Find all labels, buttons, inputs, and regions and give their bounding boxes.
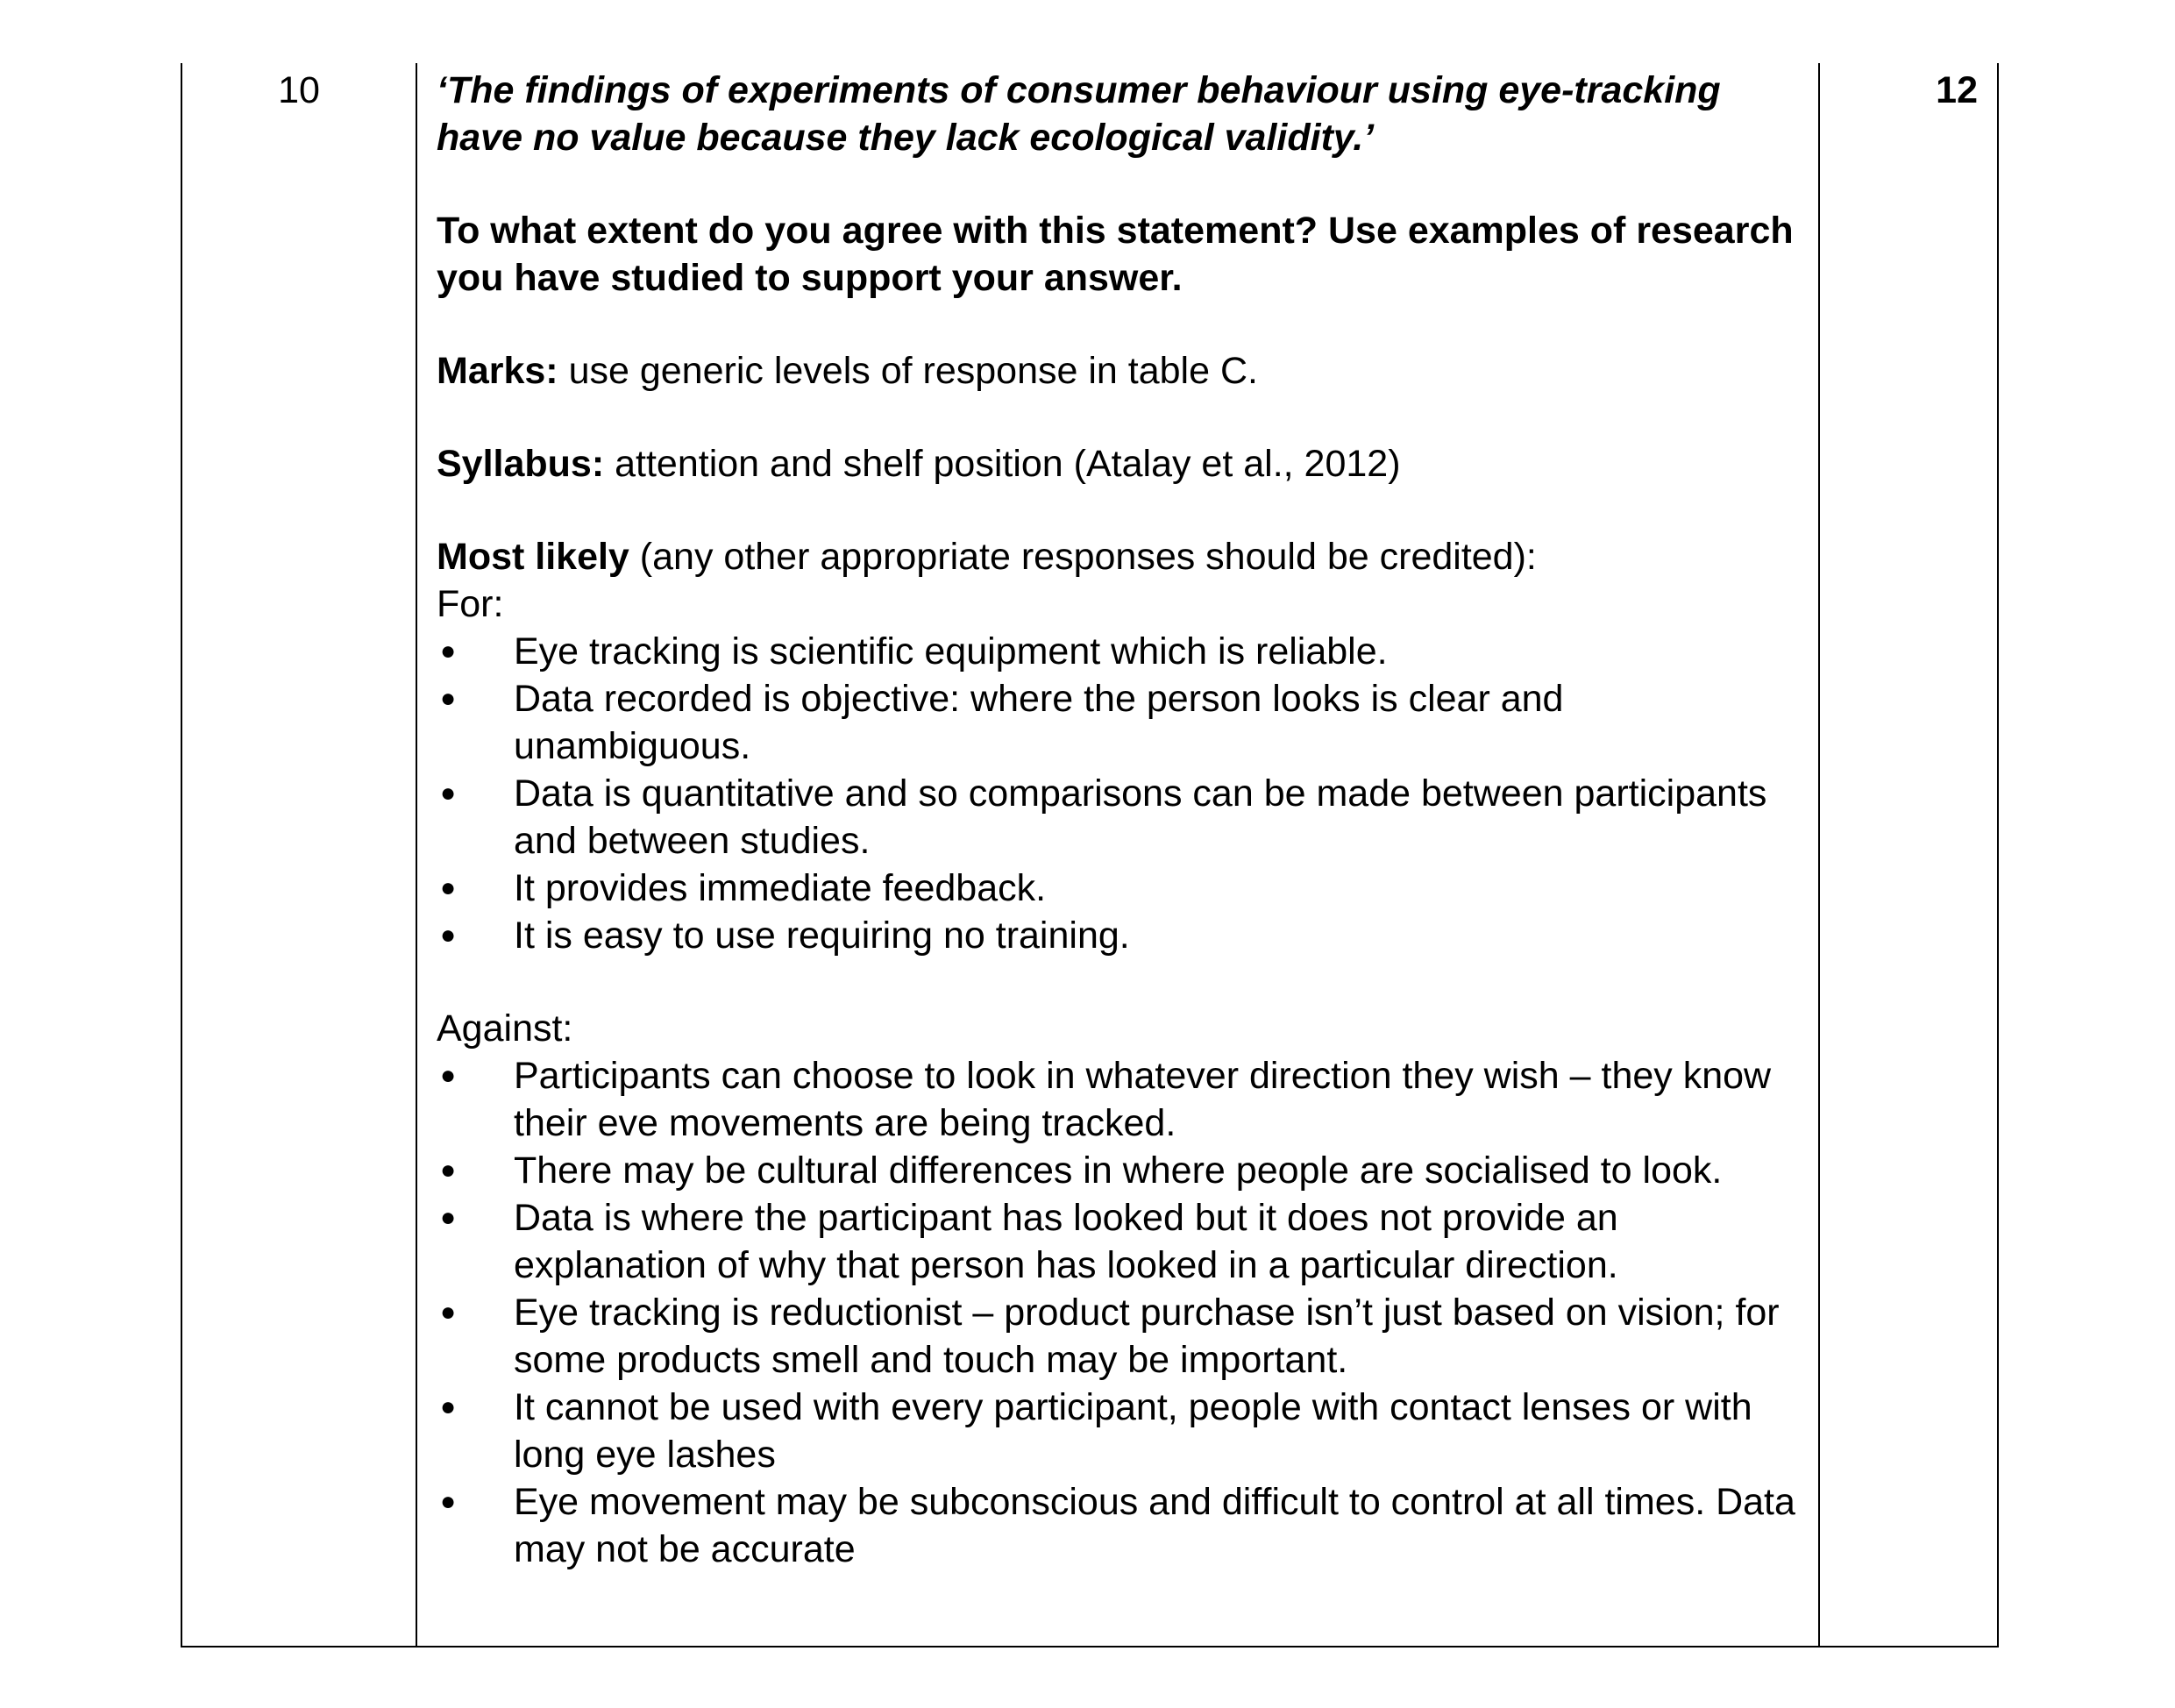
marks-line xyxy=(437,347,1804,395)
list-item xyxy=(437,770,1804,865)
against-heading: Against: xyxy=(437,1007,573,1050)
bullet-icon: ● xyxy=(440,1203,457,1232)
list-item-text: Data recorded is objective: where the person looks is clear and unambiguous. xyxy=(514,678,1564,767)
most-likely-text: (any other appropriate responses should be credited): xyxy=(629,536,1537,578)
question-number: 10 xyxy=(278,69,320,111)
bullet-icon: ● xyxy=(440,1487,457,1516)
list-item xyxy=(437,1194,1804,1289)
list-item xyxy=(437,1289,1804,1384)
list-item-text: Data is quantitative and so comparisons can be made between participants and between studies. xyxy=(514,772,1767,862)
list-item xyxy=(437,865,1804,912)
list-item-text: Eye tracking is reductionist – product purchase isn’t just based on vision; for some products smell and touch may be important. xyxy=(514,1292,1780,1381)
list-item xyxy=(437,1147,1804,1194)
most-likely-line xyxy=(437,533,1804,580)
bullet-icon: ● xyxy=(440,684,457,713)
syllabus-line xyxy=(437,440,1804,487)
list-item xyxy=(437,628,1804,675)
marks-text: use generic levels of response in table C. xyxy=(558,350,1258,392)
against-list xyxy=(437,1052,1804,1573)
list-item-text: Eye tracking is scientific equipment which is reliable. xyxy=(514,630,1388,673)
question-quote: ‘The findings of experiments of consumer behaviour using eye-tracking have no value because they lack ecological validity.’ xyxy=(437,69,1721,159)
list-item xyxy=(437,912,1804,959)
list-item xyxy=(437,675,1804,770)
bullet-icon: ● xyxy=(440,1061,457,1090)
list-item-text: It cannot be used with every participant, people with contact lenses or with long eye lashes xyxy=(514,1386,1752,1476)
marks-total: 12 xyxy=(1936,69,1978,111)
syllabus-text: attention and shelf position (Atalay et al., 2012) xyxy=(604,443,1401,485)
for-list xyxy=(437,628,1804,959)
list-item xyxy=(437,1478,1804,1573)
bullet-icon: ● xyxy=(440,1156,457,1185)
list-item-text: It provides immediate feedback. xyxy=(514,867,1047,909)
list-item-text: Participants can choose to look in whatever direction they wish – they know their eve movements are being tracked. xyxy=(514,1055,1772,1144)
mark-scheme-table xyxy=(181,63,1999,1648)
bullet-icon: ● xyxy=(440,873,457,902)
list-item xyxy=(437,1384,1804,1478)
answer-guidance xyxy=(437,67,1804,1573)
bullet-icon: ● xyxy=(440,1298,457,1327)
question-task: To what extent do you agree with this statement? Use examples of research you have studied to support your answer. xyxy=(437,210,1794,299)
syllabus-label: Syllabus: xyxy=(437,443,605,485)
list-item-text: Data is where the participant has looked but it does not provide an explanation of why that person has looked in a particular direction. xyxy=(514,1197,1618,1286)
list-item-text: Eye movement may be subconscious and difficult to control at all times. Data may not be accurate xyxy=(514,1481,1795,1570)
bullet-icon: ● xyxy=(440,1392,457,1421)
bullet-icon: ● xyxy=(440,921,457,950)
for-heading: For: xyxy=(437,583,504,625)
list-item-text: It is easy to use requiring no training. xyxy=(514,914,1130,957)
list-item xyxy=(437,1052,1804,1147)
column-divider xyxy=(416,63,417,1646)
most-likely-label: Most likely xyxy=(437,536,629,578)
column-divider xyxy=(1818,63,1820,1646)
bullet-icon: ● xyxy=(440,779,457,808)
list-item-text: There may be cultural differences in where people are socialised to look. xyxy=(514,1149,1723,1192)
bullet-icon: ● xyxy=(440,637,457,665)
marks-label: Marks: xyxy=(437,350,558,392)
